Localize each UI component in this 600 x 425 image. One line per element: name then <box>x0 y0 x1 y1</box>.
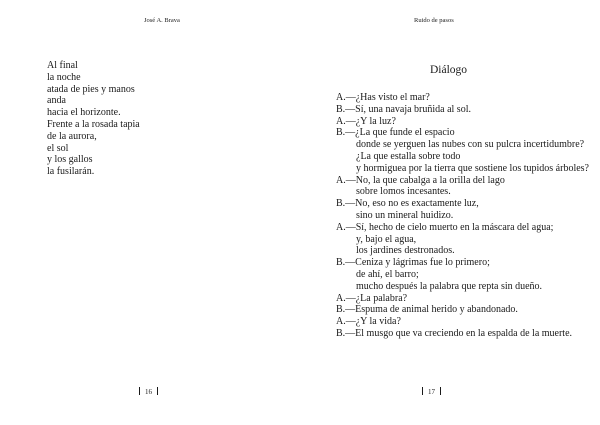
poem-title: Diálogo <box>430 64 468 76</box>
page-number-text: 16 <box>145 388 152 396</box>
dialog-line: mucho después la palabra que repta sin dueño. <box>356 280 543 292</box>
poem-line: la noche <box>47 71 81 83</box>
dialog-line: sobre lomos incesantes. <box>356 186 451 198</box>
dialog-line: A.—¿Has visto el mar? <box>336 92 430 103</box>
folio-rule <box>157 387 158 395</box>
dialog-line: los jardines destronados. <box>356 245 455 257</box>
dialog-line: B.—Sí, una navaja bruñida al sol. <box>336 103 471 115</box>
dialog-line: sino un mineral huidizo. <box>356 209 454 221</box>
dialog-line: A.—¿La palabra? <box>336 292 408 304</box>
poem-line: hacia el horizonte. <box>47 107 121 119</box>
poem <box>47 60 140 178</box>
dialog-line: B.—No, eso no es exactamente luz, <box>336 198 479 210</box>
poem-line: la fusilarán. <box>47 166 95 178</box>
dialog-line: y hormiguea por la tierra que sostiene los tupidos árboles? <box>356 162 589 174</box>
dialog-line: y, bajo el agua, <box>356 233 417 245</box>
folio-rule <box>139 387 140 395</box>
dialog-line: A.—Sí, hecho de cielo muerto en la máscara del agua; <box>336 221 554 233</box>
folio-rule <box>440 387 441 395</box>
dialog-line: ¿La que estalla sobre todo <box>356 150 461 162</box>
running-head-book-title: Ruido de pasos <box>414 17 454 24</box>
dialog-line: B.—Ceniza y lágrimas fue lo primero; <box>336 257 490 269</box>
page-number-right <box>417 387 446 397</box>
poem-line: el sol <box>47 142 69 154</box>
dialog-line: B.—Espuma de animal herido y abandonado. <box>336 304 518 316</box>
poem-line: de la aurora, <box>47 130 97 142</box>
poem-line: y los gallos <box>47 154 93 166</box>
page-number-text: 17 <box>428 388 435 396</box>
dialog-line: B.—El musgo que va creciendo en la espalda de la muerte. <box>336 327 573 339</box>
dialog-line: de ahí, el barro; <box>356 268 419 280</box>
folio-rule <box>422 387 423 395</box>
poem-line: Frente a la rosada tapia <box>47 118 140 130</box>
page-number-left <box>134 387 163 397</box>
dialog-line: A.—¿Y la luz? <box>336 115 396 127</box>
dialog-line: A.—¿Y la vida? <box>336 316 401 328</box>
poem-line: atada de pies y manos <box>47 83 135 95</box>
dialog-line: A.—No, la que cabalga a la orilla del lago <box>336 174 505 186</box>
dialog-line: donde se yerguen las nubes con su pulcra incertidumbre? <box>356 139 585 151</box>
dialog-poem <box>336 92 589 340</box>
poem-line: anda <box>47 95 66 107</box>
poem-line: Al final <box>47 60 78 71</box>
dialog-line: B.—¿La que funde el espacio <box>336 127 455 139</box>
running-head-author: José A. Brava <box>144 17 180 24</box>
